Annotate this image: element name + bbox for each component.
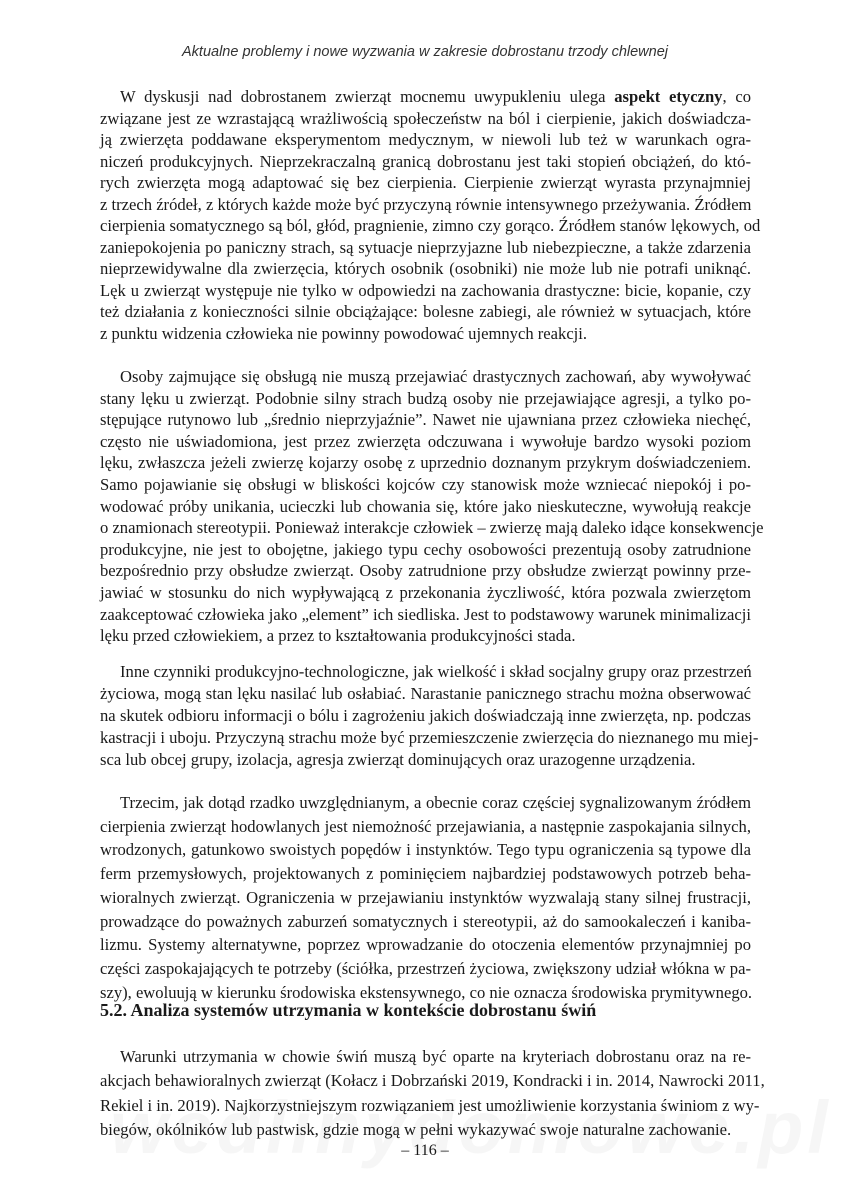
text-line: bezpośrednio przy obsłudze zwierząt. Osoby zatrudnione przy obsłudze zwierząt powinny prze- (100, 561, 751, 581)
text-line: związane jest ze wzrastającą wrażliwością społeczeństw na ból i cierpienie, jakich doświadcza- (100, 108, 751, 128)
text-line: Inne czynniki produkcyjno-technologiczne, jak wielkość i skład socjalny grupy oraz przestrzeń (120, 662, 752, 681)
text-line: biegów, okólników lub pastwisk, gdzie mogą w pełni wykazywać swoje naturalne zachowanie. (100, 1119, 732, 1139)
text-line: często nie uświadomiona, jest przez zwierzęta odczuwana i wywołuje bardzo wysoki poziom (100, 431, 751, 451)
text-line: zaniepokojenia po paniczny strach, są sytuacje nieprzyjazne lub niebezpieczne, a także zdarzenia (100, 237, 751, 257)
text-line: jawiać w stosunku do nich wypływającą z przekonania życzliwość, która pozwala zwierzętom (100, 582, 751, 602)
text-line: ją zwierzęta poddawane eksperymentom medycznym, w niewoli lub też w warunkach ogra- (100, 130, 751, 149)
paragraph-instincts (100, 791, 751, 1004)
text-line: części zaspokajających te potrzeby (ściółka, przestrzeń życiowa, zwiększony udział włókna w pa- (100, 958, 751, 978)
text-line: sca lub obcej grupy, izolacja, agresja zwierząt dominujących oraz urazogenne urządzenia. (100, 750, 696, 769)
text-line: Rekiel i in. 2019). Najkorzystniejszym rozwiązaniem jest umożliwienie korzystania świniom z wy- (100, 1095, 760, 1115)
text-line: z trzech źródeł, z których każde może być przyczyną równie intensywnego przeżywania. Źródłem (100, 194, 752, 214)
paragraph-housing-conditions (100, 1045, 765, 1142)
text-line: stany lęku u zwierząt. Podobnie silny strach budzą osoby nie przejawiające agresji, a tylko po- (100, 388, 751, 408)
text-line: zaakceptować człowieka jako „element” ich siedliska. Jest to podstawowy warunek minimalizacji (100, 604, 751, 624)
text-line: wrodzonych, gatunkowo swoistych popędów i instynktów. Tego typu ograniczenia są typowe dla (100, 840, 751, 860)
text-line: cierpienia zwierząt hodowlanych jest niemożność przejawiania, a następnie zaspokajania silnych, (100, 816, 751, 836)
text-line: prowadzące do poważnych zaburzeń somatycznych i stereotypii, aż do samookaleczeń i kaniba- (100, 911, 751, 931)
text-line: też działania z konieczności silnie obciążające: bolesne zabiegi, ale również w sytuacjach, które (100, 302, 751, 321)
text-line: lęku przed człowiekiem, a przez to kształtowania produkcyjności stada. (100, 626, 576, 646)
text-line: niczeń produkcyjnych. Nieprzekraczalną granicą dobrostanu jest taki stopień obciążeń, do któ- (100, 151, 751, 171)
text-line: lęku, zwłaszcza jeżeli zwierzę kojarzy osobę z uprzednio doznanym przykrym doświadczeniem. (100, 453, 751, 473)
text-line: rych zwierzęta mogą adaptować się bez cierpienia. Cierpienie zwierząt wyrasta przynajmniej (100, 173, 751, 192)
text-line: stępujące rutynowo lub „średnio nieprzyjaźnie”. Nawet nie ujawniana przez człowieka niechęć, (100, 410, 751, 430)
paragraph-ethics (100, 86, 761, 344)
running-header: Aktualne problemy i nowe wyzwania w zakresie dobrostanu trzody chlewnej (182, 44, 668, 60)
text-line: na skutek odbioru informacji o bólu i zagrożeniu jakich doświadczają inne zwierzęta, np. podczas (100, 706, 751, 725)
text-line: nieprzewidywalne dla zwierzęcia, których osobnik (osobniki) nie może lub nie potrafi uniknąć. (100, 259, 751, 278)
text-line: Lęk u zwierząt występuje nie tylko w odpowiedzi na zachowania drastyczne: bicie, kopanie, czy (100, 280, 751, 300)
paragraph-handlers (100, 366, 764, 647)
text-line: z punktu widzenia człowieka nie powinny powodować ujemnych reakcji. (100, 323, 588, 343)
text-line: ferm przemysłowych, projektowanych z pominięciem najbardziej podstawowych potrzeb beha- (100, 864, 751, 884)
page-number: – 116 – (401, 1142, 449, 1159)
text-line: życiowa, mogą stan lęku nasilać lub osłabiać. Narastanie panicznego strachu można obserwować (100, 684, 751, 703)
text-line: produkcyjne, nie jest to obojętne, jakiego typu cechy osobowości prezentują osoby zatrudnione (100, 539, 751, 559)
section-heading: 5.2. Analiza systemów utrzymania w kontekście dobrostanu świń (100, 1000, 597, 1020)
text-line: Osoby zajmujące się obsługą nie muszą przejawiać drastycznych zachowań, aby wywoływać (120, 367, 751, 386)
text-line: Samo pojawianie się obsługi w bliskości kojców czy stanowisk może wzniecać niepokój i po- (100, 474, 751, 494)
text-line: Warunki utrzymania w chowie świń muszą być oparte na kryteriach dobrostanu oraz na re- (120, 1047, 751, 1066)
text-line: szy), ewoluują w kierunku środowiska ekstensywnego, co nie oznacza środowiska prymitywnego. (100, 982, 753, 1002)
text-line: cierpienia somatycznego są ból, głód, pragnienie, zimno czy gorąco. Źródłem stanów lękowych, od (100, 216, 761, 235)
text-line: wodować próby unikania, ucieczki lub chowania się, które jako nieskuteczne, wywołują reakcje (100, 496, 751, 516)
text-line: wioralnych zwierząt. Ograniczenia w przejawianiu instynktów wyzwalają stany silnej frustracji, (100, 887, 751, 907)
text-line: W dyskusji nad dobrostanem zwierząt mocnemu uwypukleniu ulega aspekt etyczny, co (120, 87, 751, 106)
paragraph-production-factors (100, 661, 759, 771)
text-line: lizmu. Systemy alternatywne, poprzez wprowadzanie do otoczenia elementów przynajmniej po (100, 935, 751, 955)
text-line: Trzecim, jak dotąd rzadko uwzględnianym, a obecnie coraz częściej sygnalizowanym źródłem (120, 793, 751, 812)
bold-phrase: aspekt etyczny (614, 87, 723, 106)
text-line: kastracji i uboju. Przyczyną strachu może być przemieszczenie zwierzęcia do nieznanego mu miej- (100, 728, 759, 747)
text-line: akcjach behawioralnych zwierząt (Kołacz i Dobrzański 2019, Kondracki i in. 2014, Nawrocki 2011, (100, 1071, 765, 1091)
text-line: o znamionach stereotypii. Ponieważ interakcje człowiek – zwierzę mają daleko idące konsekwencje (100, 518, 764, 538)
